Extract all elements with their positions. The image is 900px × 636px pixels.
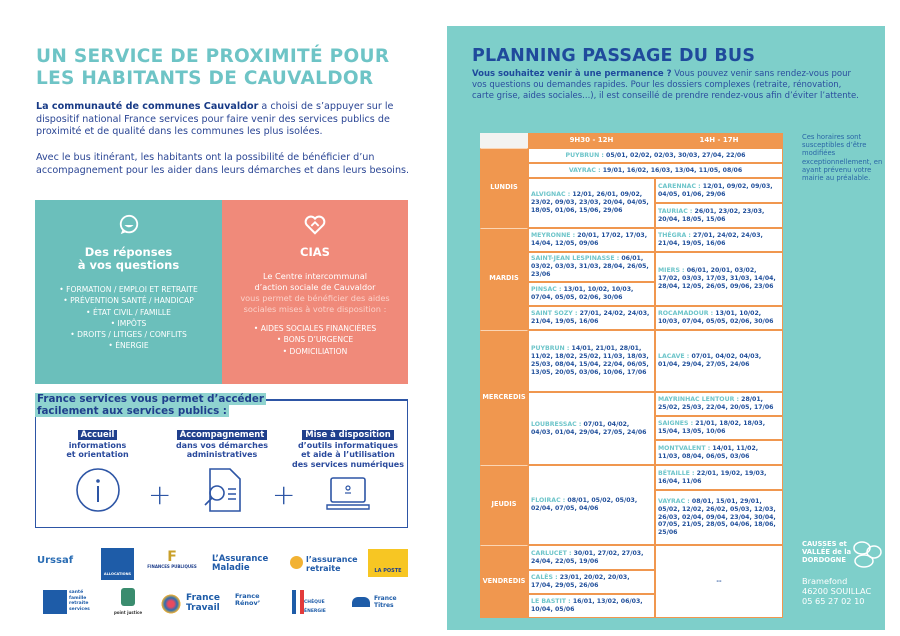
service-line: d’outils informatiques (297, 440, 399, 450)
logo-msa (69, 590, 99, 612)
town-name: ROCAMADOUR : (658, 310, 714, 318)
logo-caf (101, 548, 134, 585)
schedule-cell (655, 392, 783, 416)
visit-dates: 22/01, 19/02, 19/03, 16/04, 11/06 (658, 469, 767, 485)
service-mise-a-disposition (292, 430, 404, 469)
logo-urssaf (37, 556, 73, 565)
title-line: à vos questions (77, 258, 180, 272)
day-label-mardi: MARDIS (480, 228, 528, 330)
service-accueil (55, 430, 140, 460)
town-name: CARLUCET : (531, 549, 572, 557)
logo-point-justice (108, 588, 148, 617)
logo-line: VALLÉE de la (802, 548, 852, 557)
service-line: des services numériques (292, 459, 404, 469)
schedule-cell (528, 163, 783, 178)
heading-line: France services vous permet d’accéder (37, 393, 264, 405)
service-accompagnement (172, 430, 272, 460)
schedule-cell (528, 465, 655, 545)
day-label-mercredi: MERCREDIS (480, 330, 528, 465)
schedule-note: Ces horaires sont susceptibles d’être modifiées exceptionnellement, en ayant prévenu votre mairie au préalable. (802, 133, 883, 183)
visit-dates: 23/01, 20/02, 20/03, 17/04, 29/05, 26/06 (531, 574, 630, 589)
town-name: LOUBRESSAC : (531, 420, 582, 428)
cias-box (222, 200, 408, 384)
logo-text: France Travail (186, 593, 220, 613)
logo-france-travail (160, 593, 220, 613)
visit-dates: 26/01, 23/02, 23/03, 20/04, 18/05, 15/06 (658, 207, 765, 223)
service-tag: Accueil (78, 430, 118, 440)
desc-line: vous permet de bénéficier des aides (240, 293, 390, 303)
visit-dates: -- (716, 577, 722, 585)
logo-text: point justice (113, 610, 143, 615)
visit-dates: 08/01, 15/01, 29/01, 05/02, 12/02, 26/02, 05/03, 12/03, 26/03, 02/04, 09/04, 23/04, 30/04, 07/05, 21/05, 28/05, 04/06, 18/06, 25/06 (658, 498, 776, 537)
list-item: • ÉTAT CIVIL / FAMILLE (86, 307, 171, 317)
schedule-cell (655, 490, 783, 545)
town-name: LE BASTIT : (531, 598, 571, 606)
service-tag: Mise à disposition (302, 430, 393, 440)
schedule-cell (528, 228, 655, 252)
town-name: CALÈS : (531, 574, 558, 582)
planning-intro (472, 69, 862, 102)
logo-assurance-maladie (212, 555, 278, 573)
schedule-cell (528, 570, 655, 594)
chat-bubble-icon (118, 214, 140, 236)
visit-dates: 14/01, 21/01, 28/01, 11/02, 18/02, 25/02, 11/03, 18/03, 25/03, 08/04, 15/04, 22/04, 06/05, 13/05, 20/05, 03/06, 10/06, 17/06 (531, 345, 649, 376)
list-item: • AIDES SOCIALES FINANCIÈRES (253, 324, 377, 333)
schedule-cell (655, 440, 783, 465)
town-name: MONTVALENT : (658, 444, 711, 452)
schedule-cell (528, 306, 655, 330)
visit-dates: 13/01, 10/02, 10/03, 07/04, 05/05, 02/06, 30/06 (531, 286, 634, 301)
intro-text: Vous pouvez venir sans rendez-vous pour vos questions ou demandes rapides. Pour les dossiers complexes (retraite, rénovation, carte grise, aides sociales...), il est conseillé de prendre rendez-vous afin d’éviter l’attente. (472, 69, 859, 101)
title-line: Des réponses (84, 245, 173, 259)
logo-line: DORDOGNE (802, 556, 846, 565)
phone-number: 05 65 27 02 10 (802, 595, 865, 606)
logo-text: CHÈQUE ÉNERGIE (304, 600, 326, 614)
schedule-cell (655, 228, 783, 252)
address-line: 46200 SOUILLAC (802, 585, 872, 596)
schedule-cell (655, 416, 783, 440)
day-label-jeudi: JEUDIS (480, 465, 528, 545)
title-line: LES HABITANTS DE CAUVALDOR (36, 68, 374, 89)
list-item: • DROITS / LITIGES / CONFLITS (70, 330, 187, 340)
schedule-cell (528, 594, 655, 618)
schedule-cell (655, 306, 783, 330)
visit-dates: 05/01, 02/02, 02/03, 30/03, 27/04, 22/06 (603, 151, 746, 159)
town-name: LACAVE : (658, 353, 690, 361)
schedule-cell (528, 392, 655, 465)
list-item: • PRÉVENTION SANTÉ / HANDICAP (63, 296, 194, 306)
document-search-icon (202, 467, 242, 513)
visit-dates: 07/01, 04/02, 04/03, 01/04, 29/04, 27/05, 24/06 (658, 353, 762, 368)
service-line: dans vos démarches (175, 440, 269, 450)
logo-text: France Rénov’ (235, 592, 261, 607)
logo-assurance-retraite (290, 555, 360, 573)
column-header-afternoon: 14H - 17H (655, 133, 783, 148)
schedule-cell (655, 252, 783, 306)
schedule-cell (655, 330, 783, 392)
visit-dates: 13/01, 10/02, 10/03, 07/04, 05/05, 02/06, 30/06 (658, 310, 774, 325)
desc-line: sociales mises à votre disposition : (243, 304, 387, 314)
logo-text: France Titres (374, 595, 397, 609)
logo-text: Urssaf (37, 555, 74, 566)
visit-dates: 07/01, 04/02, 04/03, 01/04, 29/04, 27/05, 24/06 (531, 420, 647, 436)
schedule-cell (528, 252, 655, 282)
visit-dates: 27/01, 24/02, 24/03, 21/04, 19/05, 16/06 (658, 232, 763, 247)
town-name: PINSAC : (531, 286, 562, 294)
questions-box (35, 200, 222, 384)
list-item: • BONS D’URGENCE (276, 335, 354, 345)
intro-paragraph-2: Avec le bus itinérant, les habitants ont la possibilité de bénéficier d’un accompagnement pour les aider dans leurs démarches et dans leurs besoins. (36, 152, 410, 176)
logo-france-titres (352, 595, 402, 609)
visit-dates: 12/01, 26/01, 09/02, 23/02, 09/03, 23/03, 20/04, 04/05, 18/05, 01/06, 15/06, 29/06 (531, 191, 649, 214)
town-name: MEYRONNE : (531, 232, 576, 240)
desc-line: d’action sociale de Cauvaldor (254, 282, 376, 292)
town-name: FLOIRAC : (531, 497, 566, 505)
plus-icon: + (272, 478, 296, 511)
service-line: informations (68, 440, 127, 450)
logo-cheque-energie (292, 590, 338, 614)
town-name: VAYRAC : (658, 498, 690, 505)
schedule-cell (528, 545, 655, 570)
visit-dates: 06/01, 03/02, 03/03, 31/03, 28/04, 26/05, 23/06 (531, 255, 649, 278)
planning-title: PLANNING PASSAGE DU BUS (472, 46, 756, 66)
visit-dates: 08/01, 05/02, 05/03, 02/04, 07/05, 04/06 (531, 497, 638, 512)
info-icon (75, 467, 121, 513)
logo-text: santé famille retraite services (69, 590, 90, 612)
list-item: • ÉNERGIE (108, 341, 149, 351)
visit-dates: 16/01, 13/02, 06/03, 10/04, 05/06 (531, 598, 643, 613)
town-name: TAURIAC : (658, 207, 693, 215)
schedule-cell (655, 545, 783, 618)
logo-text: L’Assurance Maladie (212, 554, 269, 573)
desc-line: Le Centre intercommunal (262, 271, 368, 281)
schedule-cell (528, 330, 655, 392)
visit-dates: 06/01, 20/01, 03/02, 17/02, 03/03, 17/03, 31/03, 14/04, 28/04, 12/05, 26/05, 09/06, 23/06 (658, 267, 776, 290)
visit-dates: 12/01, 09/02, 09/03, 04/05, 01/06, 29/06 (658, 182, 773, 198)
logo-france-renov (235, 593, 279, 607)
questions-title (35, 246, 222, 272)
pebbles-logo-icon (850, 538, 884, 572)
visit-dates: 28/01, 25/02, 25/03, 22/04, 20/05, 17/06 (658, 396, 774, 411)
address (802, 577, 871, 606)
logo-msa-mark (43, 590, 67, 614)
service-line: administratives (186, 450, 258, 459)
logo-text: LA POSTE (374, 568, 402, 574)
cias-description (222, 271, 408, 315)
list-item: • DOMICILIATION (282, 346, 348, 356)
service-line: et orientation (66, 450, 129, 459)
visit-dates: 14/01, 11/02, 11/03, 08/04, 06/05, 03/06 (658, 444, 759, 460)
cias-title: CIAS (300, 245, 330, 259)
logo-text: FINANCES PUBLIQUES (147, 564, 197, 569)
visit-dates: 19/01, 16/02, 16/03, 13/04, 11/05, 08/06 (600, 166, 743, 174)
services-heading (35, 393, 266, 417)
logo-line: CAUSSES et (802, 540, 847, 548)
title-line: UN SERVICE DE PROXIMITÉ POUR (36, 46, 390, 67)
visit-dates: 30/01, 27/02, 27/03, 24/04, 22/05, 19/06 (531, 549, 644, 565)
list-item: • IMPÔTS (110, 318, 147, 328)
heart-handshake-icon (304, 214, 326, 236)
town-name: BÉTAILLE : (658, 469, 695, 477)
service-tag: Accompagnement (177, 430, 268, 440)
visit-dates: 27/01, 24/02, 24/03, 21/04, 19/05, 16/06 (531, 310, 650, 325)
town-name: MIERS : (658, 267, 685, 275)
town-name: SAIGNES : (658, 420, 694, 428)
schedule-cell (528, 148, 783, 163)
visit-dates: 20/01, 17/02, 17/03, 14/04, 12/05, 09/06 (531, 232, 648, 247)
intro-paragraph (36, 101, 416, 139)
town-name: MAYRINHAC LENTOUR : (658, 396, 739, 404)
day-label-lundi: LUNDIS (480, 148, 528, 228)
heading-line: facilement aux services publics : (37, 405, 227, 417)
intro-bold: Vous souhaitez venir à une permanence ? (472, 69, 672, 79)
service-line: et aide à l’utilisation (301, 450, 395, 459)
schedule-cell (528, 178, 655, 228)
town-name: ALVIGNAC : (531, 191, 571, 199)
town-name: SAINT SOZY : (531, 310, 578, 318)
schedule-cell (655, 465, 783, 490)
schedule-cell (528, 282, 655, 306)
bus-schedule-table (480, 133, 783, 618)
logo-text: l’assurance retraite (306, 555, 358, 573)
town-name: CARENNAC : (658, 182, 701, 190)
schedule-cell (655, 178, 783, 203)
town-name: PUYBRUN : (531, 345, 570, 353)
laptop-icon (325, 475, 371, 513)
list-item: • FORMATION / EMPLOI ET RETRAITE (59, 285, 198, 294)
schedule-cell (655, 203, 783, 228)
visit-dates: 21/01, 18/02, 18/03, 15/04, 13/05, 10/06 (658, 420, 766, 435)
logo-finances-publiques: F FINANCES PUBLIQUES (147, 549, 197, 569)
logo-la-poste (368, 549, 408, 577)
day-label-vendredi: VENDREDIS (480, 545, 528, 618)
town-name: VAYRAC : (568, 166, 601, 174)
town-name: THÉGRA : (658, 232, 691, 240)
logo-text: ALLOCATIONS FAMILIALES (103, 572, 132, 585)
intro-text: a choisi de s’appuyer sur le dispositif national France services pour faire venir des services publics de proximité et de qualité dans les communes les plus isolées. (36, 101, 394, 138)
questions-list (35, 284, 222, 352)
intro-bold: La communauté de communes Cauvaldor (36, 101, 259, 112)
address-line: Bramefond (802, 576, 848, 586)
column-header-morning: 9H30 - 12H (528, 133, 655, 148)
town-name: SAINT-JEAN LESPINASSE : (531, 255, 620, 263)
town-name: PUYBRUN : (565, 151, 604, 159)
page-title (36, 46, 389, 90)
plus-icon: + (148, 478, 172, 511)
cias-list (222, 323, 408, 357)
cauvaldor-logo (802, 540, 851, 565)
